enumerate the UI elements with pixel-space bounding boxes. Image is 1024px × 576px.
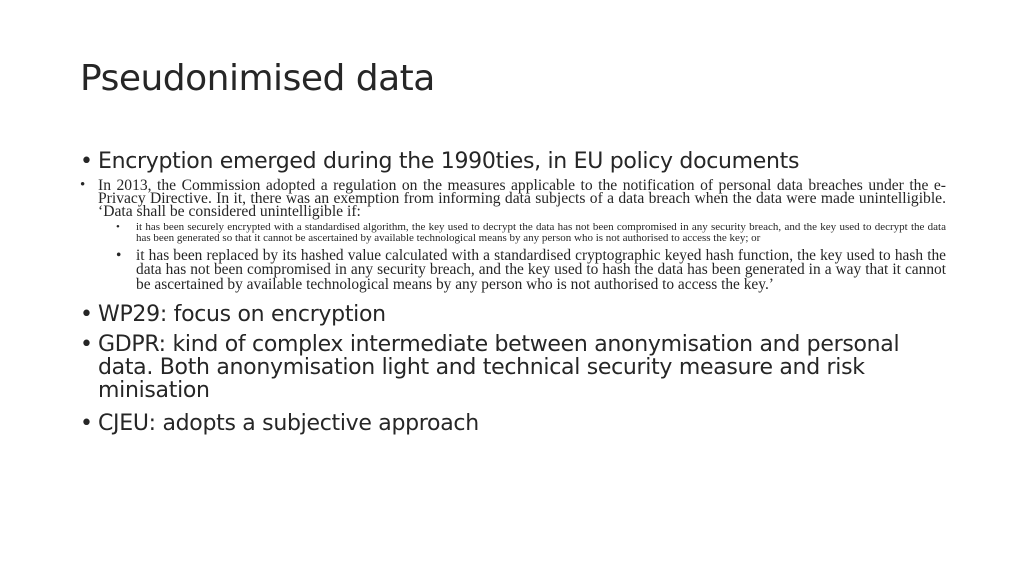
bullet-icon: •	[116, 246, 122, 264]
bullet-icon: •	[80, 177, 86, 193]
subbullet-encrypted	[116, 222, 946, 245]
slide-body	[80, 150, 946, 442]
bullet-text: Encryption emerged during the 1990ties, in EU policy documents	[98, 149, 800, 174]
bullet-text: GDPR: kind of complex intermediate between anonymisation and personal data. Both anonymisation light and technical security measure and risk minisation	[98, 331, 900, 403]
slide-title: Pseudonimised data	[80, 58, 435, 99]
bullet-icon: •	[80, 301, 93, 327]
subbullet-hashed	[116, 246, 946, 294]
bullet-text: WP29: focus on encryption	[98, 301, 386, 327]
bullet-icon: •	[80, 410, 93, 436]
subbullet-text: it has been securely encrypted with a standardised algorithm, the key used to decrypt the data has not been compromised in any security breach, and the key used to decrypt the data has been generated so that it cannot be ascertained by available technological means by any person who is not authorised to access the key; or	[136, 221, 946, 245]
bullet-text: In 2013, the Commission adopted a regulation on the measures applicable to the notification of personal data breaches under the e-Privacy Directive. In it, there was an exemption from informing data subjects of a data breach when the data were made unintelligible. ‘Data shall be considered unintelligible if:	[98, 177, 946, 220]
bullet-wp29	[80, 303, 946, 327]
bullet-icon: •	[80, 149, 93, 174]
bullet-icon: •	[80, 331, 93, 357]
subbullet-text: it has been replaced by its hashed value calculated with a standardised cryptographic keyed hash function, the key used to hash the data has not been compromised in any security breach, and the key used to hash the data has been generated in a way that it cannot be ascertained by available technological means by any person who is not authorised to access the key.’	[136, 246, 946, 294]
bullet-text: CJEU: adopts a subjective approach	[98, 410, 479, 436]
bullet-cjeu	[80, 412, 946, 436]
bullet-encryption	[80, 150, 946, 174]
bullet-commission-regulation	[80, 179, 946, 218]
bullet-gdpr	[80, 333, 946, 402]
bullet-icon: •	[116, 221, 120, 233]
